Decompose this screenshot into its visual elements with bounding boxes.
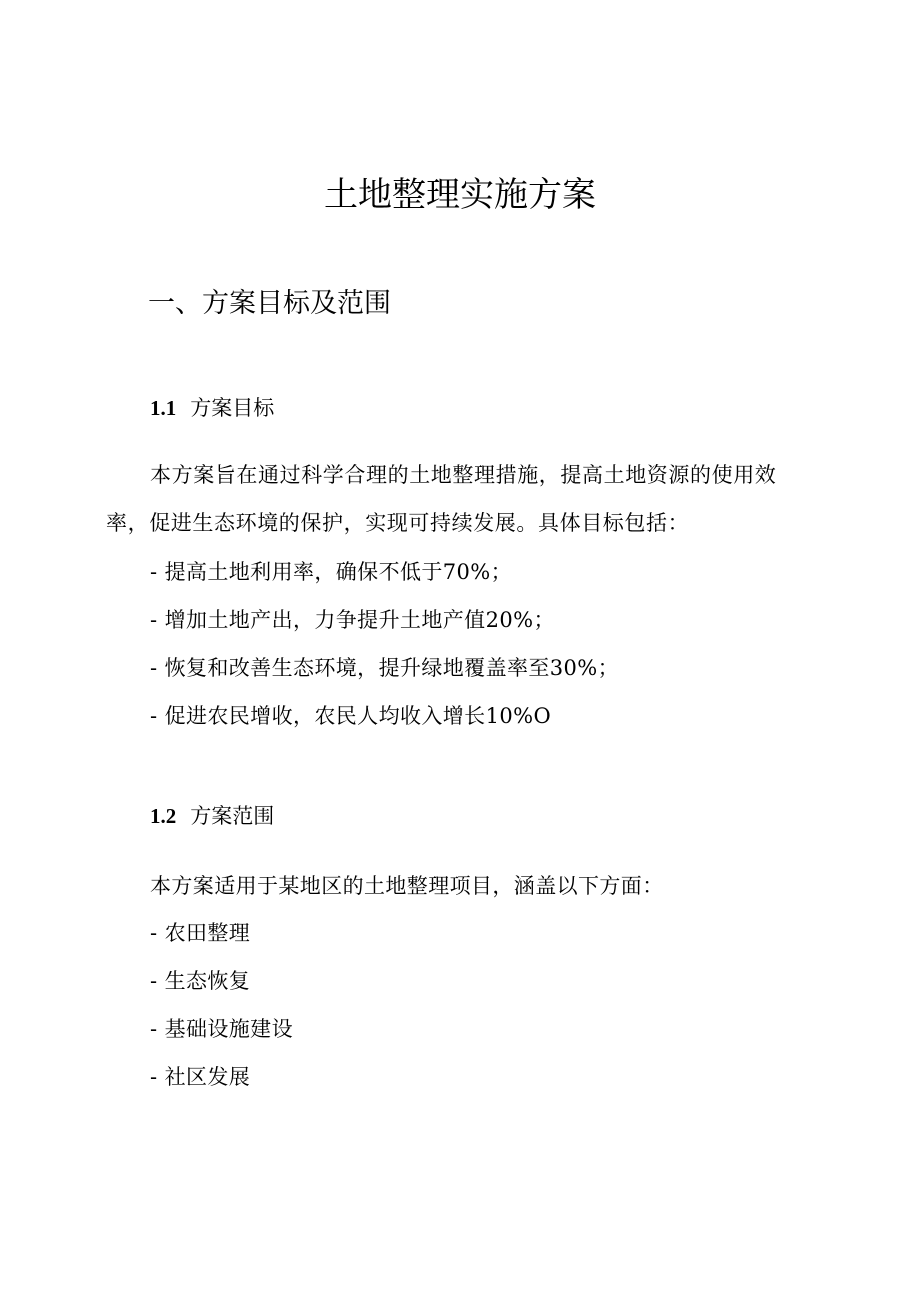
list-item: - 基础设施建设 <box>150 1017 293 1041</box>
subsection-heading-1-2 <box>150 801 274 831</box>
list-item: - 增加土地产出，力争提升土地产值20%； <box>150 608 555 632</box>
subsection-heading-1-1 <box>150 393 274 423</box>
subsection-number: 1.1 <box>150 396 177 420</box>
list-item: - 恢复和改善生态环境，提升绿地覆盖率至30%； <box>150 656 620 680</box>
subsection-number: 1.2 <box>150 804 177 828</box>
list-item: - 社区发展 <box>150 1065 251 1089</box>
list-item: - 提高土地利用率，确保不低于70%； <box>150 560 513 584</box>
paragraph-scope-intro: 本方案适用于某地区的土地整理项目，涵盖以下方面： <box>150 874 664 898</box>
list-item: - 农田整理 <box>150 921 251 945</box>
document-title: 土地整理实施方案 <box>324 175 596 215</box>
subsection-title: 方案范围 <box>190 804 275 828</box>
section-heading: 一、方案目标及范围 <box>148 288 391 319</box>
list-item: - 促进农民增收，农民人均收入增长10%O <box>150 704 552 728</box>
paragraph-goals-intro: 本方案旨在通过科学合理的土地整理措施，提高土地资源的使用效率，促进生态环境的保护，实现可持续发展。具体目标包括： <box>106 463 777 535</box>
list-item: - 生态恢复 <box>150 969 251 993</box>
subsection-title: 方案目标 <box>190 396 275 420</box>
